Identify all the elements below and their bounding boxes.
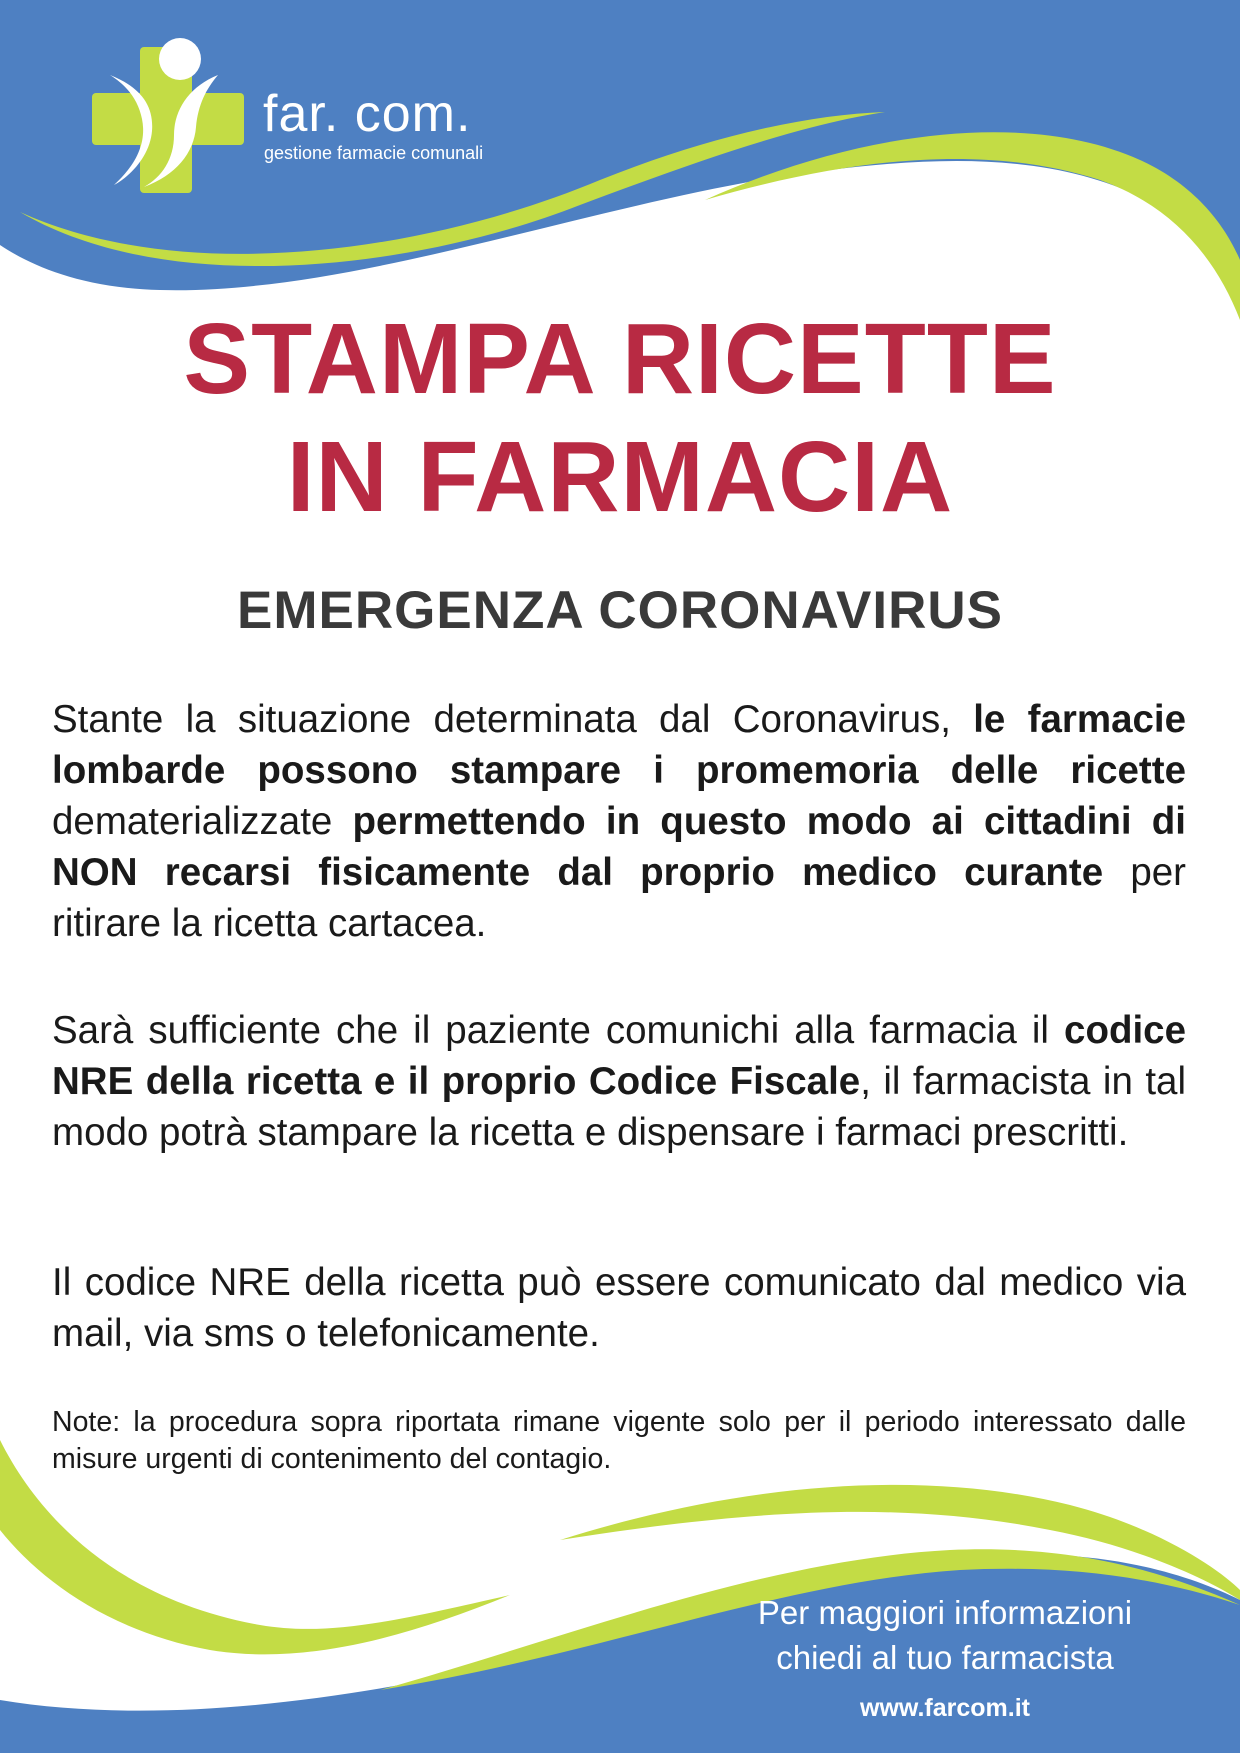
p2-bold-1: codice NRE della ricetta e il proprio Codice Fiscale — [52, 1009, 1186, 1103]
brand-name-dom: com. — [354, 85, 472, 143]
brand-name — [263, 85, 472, 143]
footer-info-line2: chiedi al tuo farmacista — [776, 1639, 1114, 1676]
p1-text-2: dematerializzate — [52, 800, 353, 843]
p1-text-1: Stante la situazione determinata dal Coronavirus, — [52, 698, 974, 741]
p1-bold-1: le farmacie lombarde possono stampare i promemoria delle ricette — [52, 698, 1186, 792]
brand-name-main: far. — [263, 85, 340, 143]
note-text: Note: la procedura sopra riportata rimane vigente solo per il periodo interessato dalle misure urgenti di contenimento del contagio. — [52, 1406, 1186, 1475]
p2-text-2: , il farmacista in tal modo potrà stampare la ricetta e dispensare i farmaci prescritti. — [52, 1060, 1186, 1154]
page-subtitle: EMERGENZA CORONAVIRUS — [237, 581, 1003, 640]
cross-with-person-icon — [92, 35, 262, 205]
p2-text-1: Sarà sufficiente che il paziente comunichi alla farmacia il — [52, 1009, 1065, 1052]
page-title-line1: STAMPA RICETTE — [183, 303, 1057, 415]
paragraph-1 — [52, 694, 1186, 949]
paragraph-3: Il codice NRE della ricetta può essere comunicato dal medico via mail, via sms o telefonicamente. — [52, 1261, 1186, 1355]
paragraph-2 — [52, 1005, 1186, 1158]
website-url: www.farcom.it — [860, 1694, 1030, 1722]
footer-info-line1: Per maggiori informazioni — [757, 1594, 1133, 1631]
p1-text-3: per ritirare la ricetta cartacea. — [52, 851, 1187, 945]
page-title-line2: IN FARMACIA — [286, 421, 954, 533]
p1-bold-2: permettendo in questo modo ai cittadini di NON recarsi fisicamente dal proprio medico curante — [52, 800, 1186, 894]
brand-tagline: gestione farmacie comunali — [264, 143, 484, 163]
